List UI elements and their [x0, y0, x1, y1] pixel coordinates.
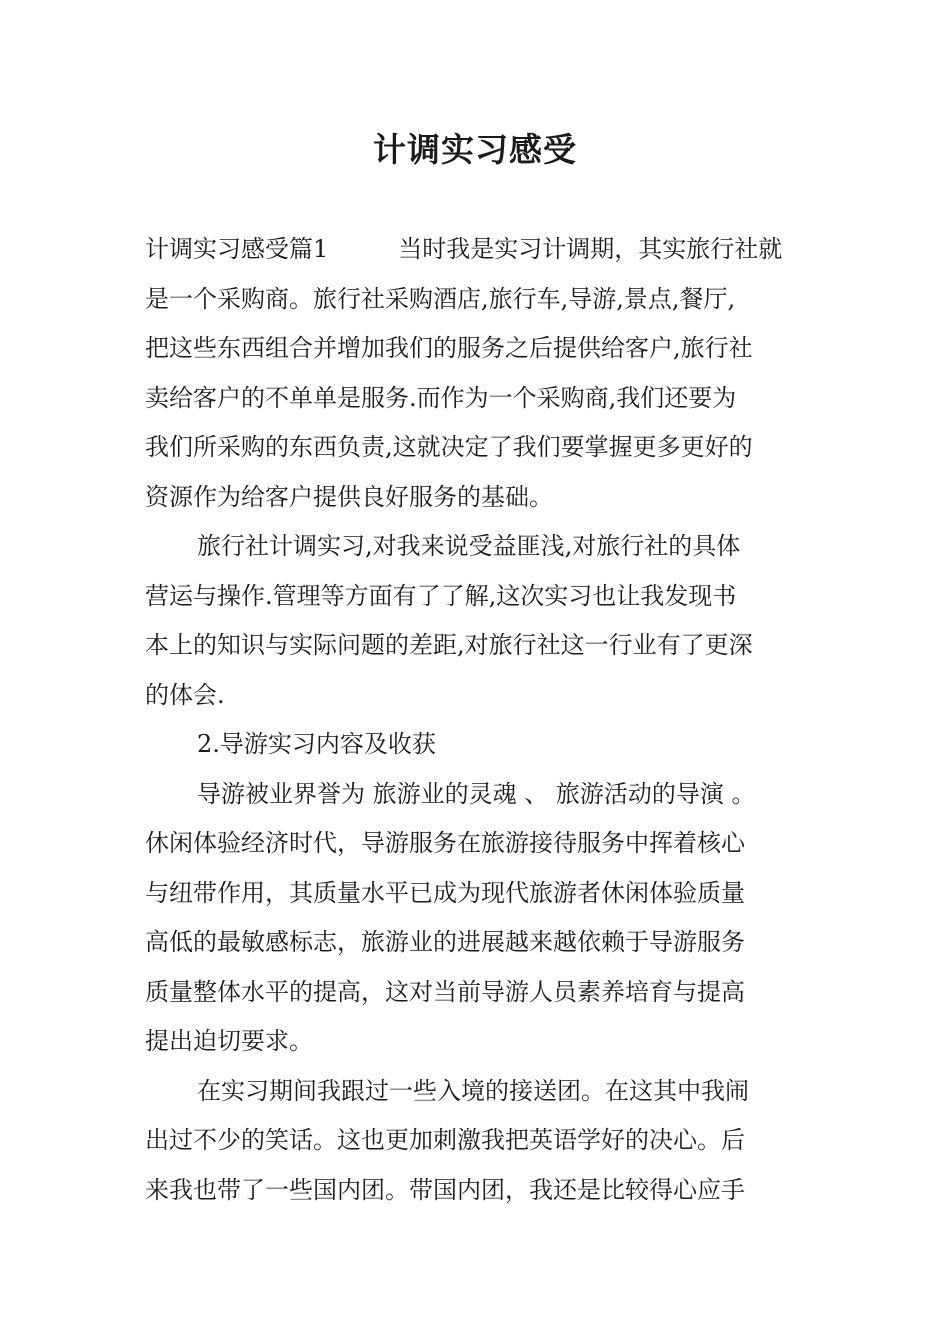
text-line [145, 374, 810, 424]
text-line [145, 720, 810, 770]
document-title: 计调实习感受 [373, 130, 577, 169]
text-segment: 我们所采购的东西负责,这就决定了我们要掌握更多更好的 [145, 433, 753, 461]
text-segment: 提出迫切要求。 [145, 1027, 313, 1055]
text-segment: 当时我是实习计调期，其实旅行社就 [398, 235, 783, 263]
text-segment: 资源作为给客户提供良好服务的基础。 [145, 482, 553, 511]
text-segment: 把这些东西组合并增加我们的服务之后提供给客户,旅行社 [145, 334, 753, 362]
text-segment: 在实习期间我跟过一些入境的接送团。在这其中我闹 [197, 1076, 749, 1105]
text-segment: 质量整体水平的提高，这对当前导游人员素养培育与提高 [145, 977, 745, 1006]
text-line [145, 770, 810, 820]
text-line [145, 423, 810, 473]
text-line [145, 275, 810, 325]
text-segment: 2.导游实习内容及收获 [197, 730, 436, 758]
text-line [145, 819, 810, 869]
text-segment: 出过不少的笑话。这也更加刺激我把英语学好的决心。后 [145, 1126, 745, 1154]
text-line [145, 621, 810, 671]
text-line [145, 572, 810, 622]
text-line [145, 324, 810, 374]
text-line [145, 225, 810, 275]
text-segment: 计调实习感受篇1 [145, 235, 329, 263]
text-segment: 旅行社计调实习,对我来说受益匪浅,对旅行社的具体 [197, 532, 741, 560]
text-segment: 休闲体验经济时代，导游服务在旅游接待服务中挥着核心 [145, 829, 745, 857]
text-segment: 本上的知识与实际问题的差距,对旅行社这一行业有了更深 [145, 631, 753, 659]
text-segment: 来我也带了一些国内团。带国内团，我还是比较得心应手 [145, 1175, 745, 1204]
text-line [145, 473, 810, 523]
text-segment: 与纽带作用，其质量水平已成为现代旅游者休闲体验质量 [145, 878, 745, 907]
text-segment: 营运与操作.管理等方面有了了解,这次实习也让我发现书 [145, 581, 737, 610]
text-line [145, 522, 810, 572]
text-segment: 是一个采购商。旅行社采购酒店,旅行车,导游,景点,餐厅, [145, 284, 736, 313]
text-line [145, 1067, 810, 1117]
text-line [145, 869, 810, 919]
text-line [145, 1166, 810, 1216]
text-line [145, 671, 810, 721]
text-line [145, 1116, 810, 1166]
text-segment: 卖给客户的不单单是服务.而作为一个采购商,我们还要为 [145, 383, 737, 412]
text-line [145, 968, 810, 1018]
document-body [145, 225, 810, 1215]
text-segment: 导游被业界誉为 旅游业的灵魂 、 旅游活动的导演 。 [197, 779, 756, 808]
text-segment: 的体会. [145, 680, 225, 709]
text-line [145, 918, 810, 968]
text-line [145, 1017, 810, 1067]
text-segment: 高低的最敏感标志，旅游业的进展越来越依赖于导游服务 [145, 928, 745, 956]
